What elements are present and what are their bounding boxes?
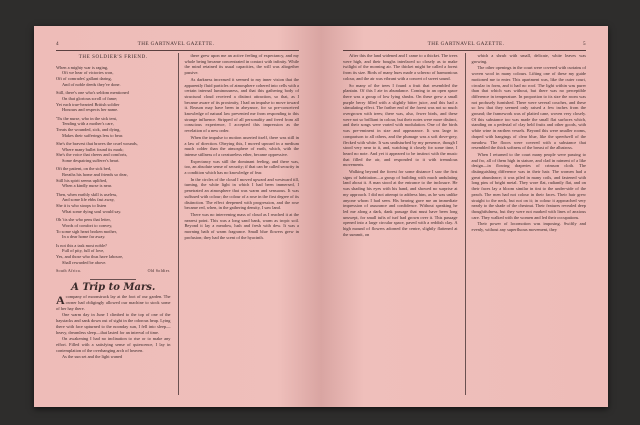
poem-stanza [56, 243, 171, 266]
poem-line: Oft we hear of victories won, [62, 70, 114, 76]
poem-title: THE SOLDIER'S FRIEND. [78, 55, 148, 60]
right-column-2 [465, 53, 587, 395]
page-number: 4 [56, 41, 59, 47]
story-paragraphs [56, 312, 171, 360]
poem-stanza [56, 166, 171, 189]
poem-line: Full of pity, full of love, [62, 248, 105, 254]
header-rule [56, 50, 299, 51]
poem-line: Oft the patient, on the sick bed, [56, 166, 112, 172]
section-divider [90, 279, 136, 280]
left-column-1 [56, 53, 171, 395]
poem-line: Oft of comrades' gallant daring, [56, 76, 112, 82]
paragraph: When I returned to the court many people were passing to and fro, all of them high in stature, and clad in raiment of a like design—in flowing draperies of crimson cloth. The distinguishing difference was in their hair. The women had a great abundance; it was piled in many coils, and fastened with long pins of bright metal. They wore flat, radiantly flat, and on their faces lay a bloom similar in tint to the under-side of the peach. The men had not colour in their faces. Their hair grew straight to the neck, but not on it; in colour it approached very nearly to the shade of the chestnut. Their features revealed deep thoughtfulness, but they were not marked with lines of anxious care. They walked with the women and led their occupations. [471, 151, 586, 220]
poem-line: Breaths his home and friends so dear, [62, 172, 128, 178]
story-paragraphs-continued [185, 53, 300, 241]
paragraph: Expectancy was still the dominant feeling, and there was, too, an absolute sense of security; if that can be called security in a condition which has no knowledge of fear. [184, 158, 299, 176]
paragraph: On awakening I had no inclination to rise or to make any effort. Filled with a satisfying sense of quiescence, I lay in contemplation of the overhanging arch of heaven. [56, 336, 171, 353]
left-columns [56, 53, 299, 395]
poem-line: Words of comfort to convey, [62, 222, 113, 228]
poem-line: Still, there's one who's seldom mentioned [56, 90, 129, 96]
poem-line: Shall rewarded be above. [62, 259, 107, 265]
story-opening-paragraph: Acompany of moonstruck lay at the foot of our garden. The owner had obligingly allowed our machine to stock some of her hay there. [56, 293, 171, 311]
paragraph: So many of the trees I found a fruit that resembled the plantain. Of this I ate in abundance. Coming to an open space there was a group of low lying shrubs. On these grew a small purple berry filled with a slightly bitter juice, and this had a stimulating effect. The farther end of the forest was not so much overgrown with trees; there was, also, fewer birds, and these were not so brilliant in colour, but their notes were more distinct, and their songs were varied with modulation. One of the birds was pre-eminent in size and appearance. It was large in comparison to all others, and the plumage was a soft dove-grey, flecked with white. It was undisturbed by my presence, though I stood very near to it, and, watching it closely for some time, I heard no note. And yet it appeared to be instinct with the music that filled the air, and responded to it with tremulous movements. [343, 82, 458, 168]
poem-line: Oh 'tis she who pens that letter, [56, 217, 111, 223]
paragraph: There was no intervening mass of cloud as I reached it at the nearest point. This was a long sand bank, warm as tropic soil. Beyond it lay a meadow, lush and fresh with dew. It was a morning bath of warm fragrance. Small blue flowers grew in profusion; they had the scent of the hyacinth. [184, 211, 299, 240]
poem-line: When a kindly nurse is near. [62, 183, 112, 189]
right-columns [343, 53, 586, 395]
poem-stanza [56, 217, 171, 240]
left-page [34, 26, 321, 407]
poem-place: South Africa. [56, 267, 82, 273]
poem-stanza [56, 141, 171, 164]
poem-line: Yet each true-hearted British soldier [56, 101, 120, 107]
right-page [321, 26, 608, 407]
story-paragraphs-continued [472, 53, 587, 233]
paragraph: As darkness increased it seemed to my inner vision that the apparently fluid particles of atmosphere cohered into cells with a certain internal luminousness, and that this gathering body of structural cloud received a distinct attraction, so that, as I became aware of its proximity, I had an impulse to move toward it. Reason may have been in abeyance, for so pre-conceived knowledge of natural law prevented me from responding to this strange influence. Stripped of all personality and freed from all conscious experience, I accepted this impression as the revelation of a new order. [184, 76, 299, 134]
paragraph: When the impulse to motion asserted itself, there was still in a law of direction. Obeying this, I moved upward in a medium much colder than the atmosphere of earth, which, with the intense stillness of a creatureless ether, became oppressive. [184, 134, 299, 157]
poem-line: She it is who stoops to listen [56, 203, 107, 209]
running-title: THE GARTNAVEL GAZETTE. [427, 41, 505, 47]
poem-stanza [56, 116, 171, 139]
page-number: 5 [582, 41, 586, 47]
paragraph: Walking beyond the forest for some distance I saw the first signs of habitation—a group of building with much undulating land about it. A man stood at the entrance to the inclosure. He was shading his eyes with his hand, and showed no surprise at my approach. I did not attempt to address him, as he was unlike anyone whom I had seen. His bearing gave me an immediate impression of assurance and confidence. Without speaking he led me along a dark, dank passage that must have been long unswept, for small tufts of turf had grown over it. This passage opened into a large circular space, paved with a reddish clay. A high mound of flowers adorned the centre, slightly flattened at the summit, on [343, 169, 458, 237]
poem-line: And some life ebbs fast away, [62, 197, 115, 203]
poem-line: Is not this a task most noble? [56, 242, 107, 248]
paragraph: After this the land widened and I came to a thicket. The trees were high, and their boughs interlaced so closely as to make twilight of the morning air. The thicket might be called a forest from its size. Birds of many hues made a scherzo of harmonious colour, and the air was vibrant with a concert of sweet sound. [343, 53, 458, 81]
paragraph: In the circles of the cloud I moved upward and westward till, turning, the white light in which I had been immersed, I penetrated an atmosphere that was warm and sensuous. It was suffused with colour; the colour of a rose in the first degree of its distinction. The effect deepened with progression, and the rose became red, when, in the gathering density, I saw land. [184, 176, 299, 211]
poem-line: When a mighty war is raging, [56, 64, 109, 70]
poem-line: Still his spirit seems uplifted, [56, 177, 108, 183]
poem-stanza [56, 65, 171, 88]
paragraph: there grew upon me an active feeling of expectancy, and my whole being became concentrated in contact with infinity. While the mind retained its usual capacities, the will was altogether passive. [184, 53, 299, 76]
poem-stanza [56, 90, 171, 113]
paragraph: Their power of locomotion was imposing. Swiftly and evenly, without any superfluous movement, they [471, 221, 586, 233]
poem-line: Honours and respects her name. [62, 107, 119, 113]
poem-line: Then, when earthly skill is useless, [56, 191, 118, 197]
story-title: A Trip to Mars. [71, 281, 156, 293]
poem-signature: Old Soldier. [147, 267, 171, 273]
poem-line: Where many bullet found its mark; [62, 146, 124, 152]
poem-line: She's the bravest that braves the cruel wounds, [56, 140, 138, 146]
running-title: THE GARTNAVEL GAZETTE. [137, 41, 215, 47]
poem-line: Tending with a mother's care, [62, 121, 114, 127]
poem-line: On that glorious scroll of fame; [62, 95, 118, 101]
poem-line: Yes, and those who thus have laboure, [56, 253, 124, 259]
running-head [343, 40, 586, 48]
poem-line: To some sigh heart broken mother, [56, 228, 117, 234]
story-paragraphs [343, 53, 458, 238]
poem-line: Treats the wounded, sick, and dying, [56, 126, 121, 132]
left-column-2 [178, 53, 300, 395]
poem-stanza [56, 192, 171, 215]
poem-signature-line [56, 268, 171, 274]
poem-line: Some despairing sufferer's heart. [62, 158, 120, 164]
magazine-spread [34, 26, 608, 407]
paragraph: As the sun set and the light waned [62, 354, 123, 360]
paragraph: The other openings in the court were covered with curtains of woven wool in many colours. Lifting one of these my guide motioned me to enter. This apartment was, like the outer court, circular in form, and it had no roof. The light within was purer than that which was without, but there was no perceptible difference in temperature. In proportion to its size the room was not profusely furnished. There were several couches, and these so low that they seemed only raised a few inches from the ground; the framework was of plaited cane, woven very closely. Of this substance too was made the small flat surfaces which, standing on a pedestal of clay held fruits and other goods, with white wine in earthen vessels. Beyond this were smaller rooms, draped with hangings of clear blue, like the speedwell of the meadow. The floors were covered with a substance that resembled the thick softness of the breast of the albatross. [471, 65, 586, 151]
poem-line: 'Tis the nurse, who in the sick tent, [56, 115, 117, 121]
header-rule [343, 50, 586, 51]
paragraph: One warm day in June I climbed to the top of one of the haystacks and sank down out of sight in the odorous heap. Lying there with face upturned to the noonday sun, I fell into sleep—heavy, dreamless sleep—that lasted for an interval of time. [56, 312, 171, 335]
poem-line: And of noble deeds they've done. [62, 81, 121, 87]
poem-body [56, 65, 171, 266]
poem-line: She's the voice that cheers and comforts, [56, 152, 128, 158]
drop-cap: A [56, 293, 65, 308]
poem-line: What some dying soul would say. [62, 208, 122, 214]
poem-line: In a dear home far away. [62, 234, 106, 240]
paragraph: which a shrub with small, delicate, white leaves was growing. [471, 53, 586, 64]
right-column-1 [343, 53, 458, 395]
poem-line: Makes their sufferings less to bear. [62, 132, 124, 138]
running-head [56, 40, 299, 48]
